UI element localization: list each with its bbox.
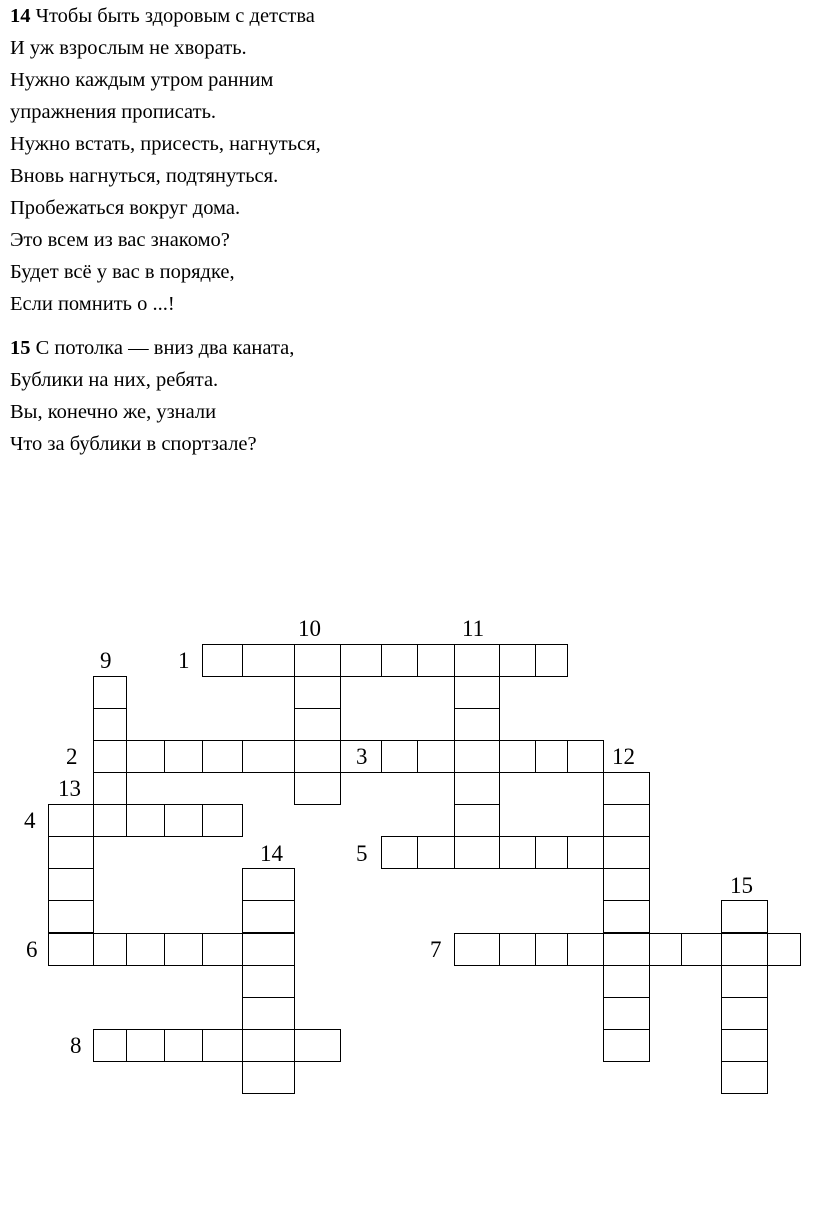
crossword-cell[interactable]: [681, 933, 722, 966]
crossword-cell[interactable]: [381, 740, 418, 773]
crossword-cell[interactable]: [48, 900, 94, 933]
crossword-cell[interactable]: [164, 933, 203, 966]
crossword-cell[interactable]: [242, 965, 295, 998]
crossword-cell[interactable]: [603, 836, 650, 869]
crossword-cell[interactable]: [126, 1029, 165, 1062]
crossword-cell[interactable]: [454, 740, 500, 773]
crossword-cell[interactable]: [381, 644, 418, 677]
crossword-cell[interactable]: [603, 997, 650, 1030]
riddle-line: [10, 0, 321, 32]
crossword-cell[interactable]: [721, 965, 768, 998]
crossword-cell[interactable]: [454, 644, 500, 677]
crossword-cell[interactable]: [164, 1029, 203, 1062]
crossword-cell[interactable]: [294, 772, 341, 805]
crossword-cell[interactable]: [48, 868, 94, 901]
clue-number-3: 3: [356, 744, 368, 769]
crossword-cell[interactable]: [48, 804, 94, 837]
crossword-cell[interactable]: [126, 804, 165, 837]
crossword-cell[interactable]: [535, 836, 568, 869]
riddle-line: Пробежаться вокруг дома.: [10, 197, 241, 219]
riddle-line: Вновь нагнуться, подтянуться.: [10, 165, 279, 187]
crossword-cell[interactable]: [242, 644, 295, 677]
crossword-cell[interactable]: [48, 933, 94, 966]
crossword-cell[interactable]: [721, 1029, 768, 1062]
riddle-line: Вы, конечно же, узнали: [10, 401, 217, 423]
crossword-cell[interactable]: [603, 1029, 650, 1062]
clue-number-2: 2: [66, 744, 78, 769]
crossword-cell[interactable]: [202, 1029, 243, 1062]
crossword-cell[interactable]: [93, 708, 127, 741]
crossword-cell[interactable]: [567, 740, 604, 773]
riddle-line: Бублики на них, ребята.: [10, 369, 219, 391]
crossword-cell[interactable]: [499, 740, 536, 773]
crossword-cell[interactable]: [242, 900, 295, 933]
crossword-cell[interactable]: [93, 740, 127, 773]
clue-number-14: 14: [260, 841, 283, 866]
crossword-cell[interactable]: [93, 772, 127, 805]
riddle-line: Нужно каждым утром ранним: [10, 69, 274, 91]
crossword-cell[interactable]: [454, 836, 500, 869]
clue-number-13: 13: [58, 776, 81, 801]
clue-number-4: 4: [24, 808, 36, 833]
crossword-cell[interactable]: [202, 933, 243, 966]
crossword-cell[interactable]: [535, 933, 568, 966]
crossword-cell[interactable]: [567, 933, 604, 966]
crossword-cell[interactable]: [535, 644, 568, 677]
crossword-cell[interactable]: [164, 740, 203, 773]
clue-number-6: 6: [26, 937, 38, 962]
crossword-cell[interactable]: [567, 836, 604, 869]
crossword-cell[interactable]: [48, 836, 94, 869]
crossword-cell[interactable]: [454, 804, 500, 837]
crossword-cell[interactable]: [202, 644, 243, 677]
riddle-line: И уж взрослым не хворать.: [10, 37, 247, 59]
crossword-cell[interactable]: [242, 933, 295, 966]
clue-number-10: 10: [298, 616, 321, 641]
crossword-cell[interactable]: [294, 676, 341, 709]
crossword-cell[interactable]: [294, 1029, 341, 1062]
riddle-line: Если помнить о ...!: [10, 293, 175, 315]
riddle-line-text: С потолка — вниз два каната,: [35, 337, 295, 359]
clue-number-8: 8: [70, 1033, 82, 1058]
clue-number-1: 1: [178, 648, 190, 673]
riddle-line: Что за бублики в спортзале?: [10, 433, 257, 455]
clue-number-9: 9: [100, 648, 112, 673]
crossword-cell[interactable]: [535, 740, 568, 773]
crossword-cell[interactable]: [93, 804, 127, 837]
clue-number-7: 7: [430, 937, 442, 962]
crossword-cell[interactable]: [242, 1061, 295, 1094]
crossword-cell[interactable]: [649, 933, 682, 966]
crossword-cell[interactable]: [202, 740, 243, 773]
crossword-cell[interactable]: [721, 997, 768, 1030]
crossword-cell[interactable]: [417, 740, 455, 773]
crossword-cell[interactable]: [93, 933, 127, 966]
riddle-number: 15: [10, 337, 31, 359]
crossword-cell[interactable]: [603, 804, 650, 837]
crossword-cell[interactable]: [603, 772, 650, 805]
crossword-cell[interactable]: [721, 933, 768, 966]
crossword-cell[interactable]: [381, 836, 418, 869]
crossword-cell[interactable]: [499, 836, 536, 869]
riddle-line-text: Чтобы быть здоровым с детства: [35, 5, 315, 27]
crossword-cell[interactable]: [340, 644, 382, 677]
crossword-cell[interactable]: [499, 933, 536, 966]
clue-number-5: 5: [356, 841, 368, 866]
crossword-cell[interactable]: [242, 1029, 295, 1062]
crossword-cell[interactable]: [93, 676, 127, 709]
clue-number-15: 15: [730, 873, 753, 898]
crossword-cell[interactable]: [603, 933, 650, 966]
crossword-cell[interactable]: [417, 836, 455, 869]
crossword-cell[interactable]: [603, 965, 650, 998]
riddle-line: Это всем из вас знакомо?: [10, 229, 230, 251]
crossword-cell[interactable]: [417, 644, 455, 677]
crossword-cell[interactable]: [126, 740, 165, 773]
crossword-cell[interactable]: [603, 868, 650, 901]
riddle-14: [10, 0, 321, 320]
riddle-line: Нужно встать, присесть, нагнуться,: [10, 133, 321, 155]
riddle-15: [10, 332, 294, 460]
riddle-line: Будет всё у вас в порядке,: [10, 261, 235, 283]
riddle-line: упражнения прописать.: [10, 101, 217, 123]
crossword-cell[interactable]: [499, 644, 536, 677]
crossword-cell[interactable]: [242, 997, 295, 1030]
crossword-cell[interactable]: [454, 933, 500, 966]
crossword-cell[interactable]: [202, 804, 243, 837]
crossword-cell[interactable]: [721, 1061, 768, 1094]
crossword-cell[interactable]: [242, 868, 295, 901]
riddle-line: [10, 332, 294, 364]
crossword-cell[interactable]: [294, 740, 341, 773]
clue-number-11: 11: [462, 616, 485, 641]
crossword-cell[interactable]: [454, 676, 500, 709]
crossword-cell[interactable]: [767, 933, 801, 966]
crossword-cell[interactable]: [93, 1029, 127, 1062]
crossword-cell[interactable]: [454, 772, 500, 805]
crossword-cell[interactable]: [294, 644, 341, 677]
crossword-cell[interactable]: [164, 804, 203, 837]
riddle-number: 14: [10, 5, 31, 27]
clue-number-12: 12: [612, 744, 635, 769]
crossword-cell[interactable]: [126, 933, 165, 966]
crossword-cell[interactable]: [603, 900, 650, 933]
crossword-cell[interactable]: [242, 740, 295, 773]
crossword-cell[interactable]: [454, 708, 500, 741]
crossword-cell[interactable]: [721, 900, 768, 933]
crossword-cell[interactable]: [294, 708, 341, 741]
